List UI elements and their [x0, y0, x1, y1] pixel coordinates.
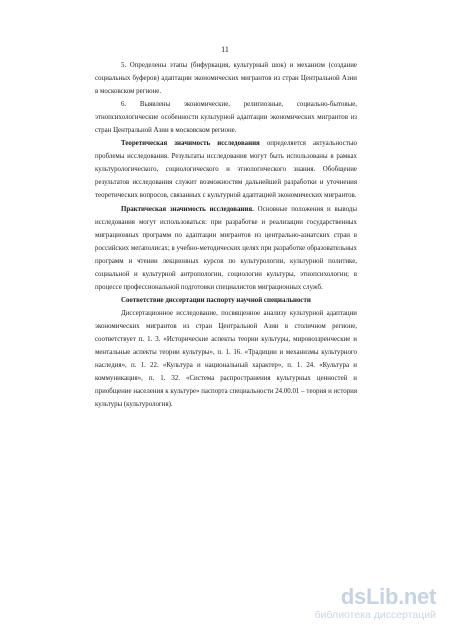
- paragraph-text: Диссертационное исследование, посвященное анализу культурной адаптации экономических мигрантов из стран Центральной Азии в столичном регионе, соответствует п. 1. 3. «Исторические аспекты теории культуры, мировоззренческие и ментальные аспекты теории культуры», п. 1. 16. «Традиции и механизмы культурного наследия», п. 1. 22. «Культура и национальный характер», п. 1. 24. «Культура и коммуникация», п. 1. 32. «Система распространения культурных ценностей и приобщение населения к культуре» паспорта специальности 24.00.01 – теория и история культуры (культурология).: [95, 309, 357, 409]
- paragraph-finding-6: [95, 98, 357, 137]
- watermark-subtitle: библиотека диссертаций: [314, 609, 436, 621]
- paragraph-specialty-correspondence: [95, 307, 357, 411]
- paragraph-theoretical-significance: [95, 137, 357, 202]
- paragraph-text: 6. Выявлены экономические, религиозные, социально-бытовые, этнопсихологические особенности культурной адаптации экономических мигрантов из стран Центральной Азии в московском регионе.: [95, 101, 357, 135]
- watermark: [315, 586, 436, 622]
- page-number: 11: [221, 45, 229, 54]
- paragraph-finding-5: [95, 59, 357, 98]
- paragraph-text: 5. Определены этапы (бифуркация, культурный шок) и механизм (создание социальных буферов) адаптации экономических мигрантов из стран Центральной Азии в московском регионе.: [95, 62, 357, 96]
- paragraph-lead: Теоретическая значимость исследования: [121, 140, 260, 148]
- paragraph-text: определяется актуальностью проблемы исследования. Результаты исследования могут быть использованы в рамках культурологического, социологического и этнологического знания. Обобщение результатов исследования служит возможностям дальнейшей разработки и уточнения теоретических вопросов, связанных с культурной адаптацией экономических мигрантов.: [95, 140, 357, 200]
- paragraph-practical-significance: [95, 203, 357, 294]
- watermark-logo: dsLib.net: [340, 584, 436, 609]
- paragraph-lead: Практическая значимость исследования.: [121, 205, 254, 213]
- document-body: [95, 59, 357, 411]
- paragraph-lead: Соответствие диссертации паспорту научной специальности: [121, 296, 311, 304]
- section-heading-passport: [95, 294, 357, 307]
- paragraph-text: Основные положения и выводы исследования могут использоваться: при разработке и реализации государственных миграционных программ по адаптации мигрантов из центрально-азиатских стран в российских мегаполисах; в учебно-методических целях при разработке образовательных программ и чтении лекционных курсов по культурологии, культурной политике, социальной и культурной антропологии, социологии культуры, этнопсихологии; в процессе профессиональной подготовки специалистов миграционных служб.: [95, 205, 358, 291]
